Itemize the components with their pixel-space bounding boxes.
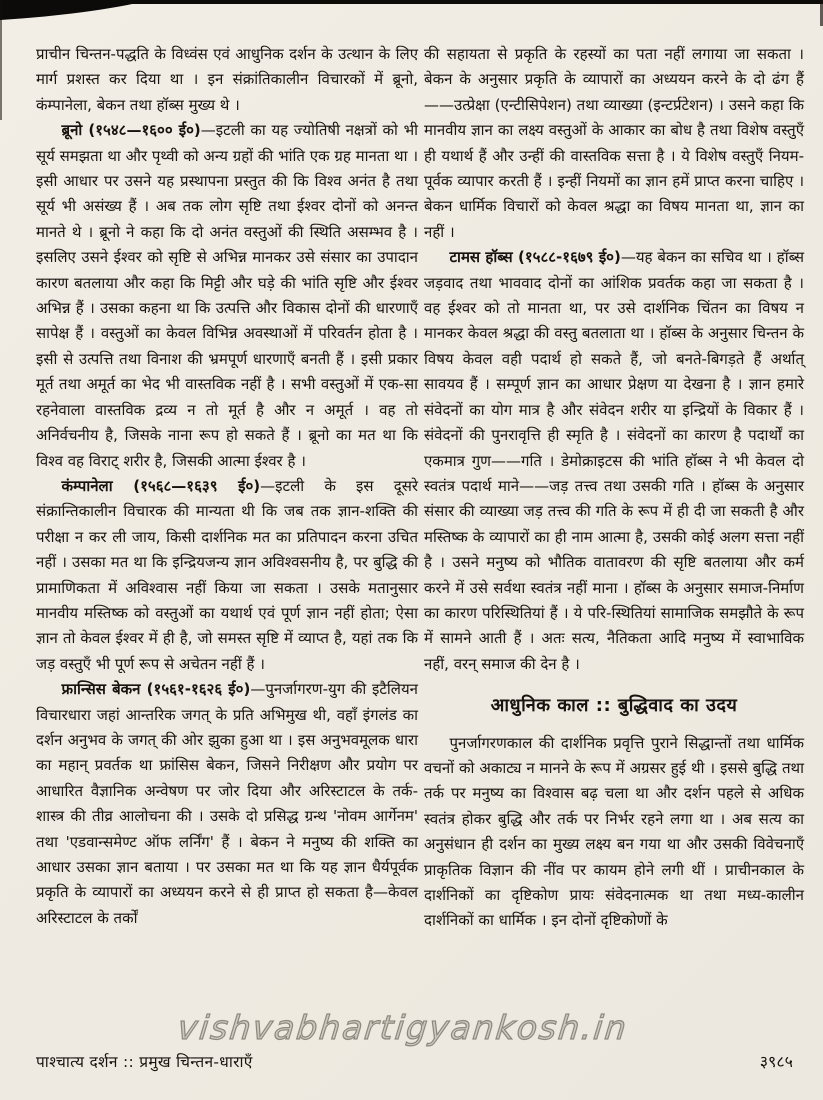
paragraph-lead-francis-bacon: फ्रान्सिस बेकन (१५६१-१६२६ ई०) <box>61 680 251 699</box>
paragraph-renaissance-philosophy <box>424 731 804 934</box>
paragraph-lead-campanella: कंम्पानेला (१५६८—१६३९ ई०) <box>61 476 261 495</box>
page-footer <box>36 1050 793 1072</box>
left-text-column <box>36 42 418 931</box>
right-text-column <box>424 42 804 934</box>
section-heading-modern-age-rationalism: आधुनिक काल :: बुद्धिवाद का उदय <box>490 695 738 717</box>
paragraph-campanella <box>36 474 418 677</box>
page-number: ३९८५ <box>759 1052 793 1071</box>
paragraph-text: की सहायता से प्रकृति के रहस्यों का पता नहीं लगाया जा सकता । बेकन के अनुसार प्रकृति के व्यापारों का अध्ययन करने के दो ढंग हैं——उत्प्रेक्षा (एन्टीसिपेशन) तथा व्याख्या (इन्टर्प्रटेशन) । उसने कहा कि मानवीय ज्ञान का लक्ष्य वस्तुओं के आकार का बोध है तथा विशेष वस्तुएँ ही यथार्थ हैं और उन्हीं की वास्तविक सत्ता है । ये विशेष वस्तुएँ नियम-पूर्वक व्यापार करती हैं । इन्हीं नियमों का ज्ञान हमें प्राप्त करना चाहिए । बेकन धार्मिक विचारों को केवल श्रद्धा का विषय मानता था, ज्ञान का नहीं । <box>424 45 804 241</box>
paragraph-bruno <box>36 118 418 474</box>
paragraph-text: —पुनर्जागरण-युग की इटैलियन विचारधारा जहां आन्तरिक जगत् के प्रति अभिमुख थी, वहाँ इंगलंड का दर्शन अनुभव के जगत् की ओर झुका हुआ था । इस अनुभवमूलक धारा का महान् प्रवर्तक था फ्रांसिस बेकन, जिसने निरीक्षण और प्रयोग पर आधारित वैज्ञानिक अन्वेषण पर जोर दिया और अरिस्टाटल के तर्क-शास्त्र की तीव्र आलोचना की । उसके दो प्रसिद्ध ग्रन्थ 'नोवम आर्गेनम' तथा 'एडवान्समेण्ट ऑफ लर्निंग' हैं । बेकन ने मनुष्य की शक्ति का आधार उसका ज्ञान बताया । पर उसका मत था कि यह ज्ञान धैर्यपूर्वक प्रकृति के व्यापारों का अध्ययन करने से ही प्राप्त हो सकता है—केवल अरिस्टाटल के तर्कों <box>36 680 418 927</box>
paragraph-lead-thomas-hobbes: टामस हॉब्स (१५८८-१६७९ ई०) <box>449 248 621 267</box>
paragraph-text: पुनर्जागरणकाल की दार्शनिक प्रवृत्ति पुराने सिद्धान्तों तथा धार्मिक वचनों को अकाट्य न मानने के रूप में अग्रसर हुई थी । इससे बुद्धि तथा तर्क पर मनुष्य का विश्वास बढ़ चला था और दर्शन पहले से अधिक स्वतंत्र होकर बुद्धि और तर्क पर निर्भर रहने लगा था । अब सत्य का अनुसंधान ही दर्शन का मुख्य लक्ष्य बन गया था और उसकी विवेचनाएँ प्राकृतिक विज्ञान की नींव पर कायम होने लगी थीं । प्राचीनकाल के दार्शनिकों का दृष्टिकोण प्रायः संवेदनात्मक था तथा मध्य-कालीन दार्शनिकों का धार्मिक । इन दोनों दृष्टिकोणों के <box>424 733 804 930</box>
paragraph-francis-bacon <box>36 677 418 931</box>
running-title: पाश्चात्य दर्शन :: प्रमुख चिन्तन-धाराएँ <box>36 1053 253 1071</box>
paragraph-text: —यह बेकन का सचिव था । हॉब्स जड़वाद तथा भाववाद दोनों का आंशिक प्रवर्तक कहा जा सकता है । वह ईश्वर को तो मानता था, पर उसे दार्शनिक चिंतन का विषय न मानकर केवल श्रद्धा की वस्तु बतलाता था । हॉब्स के अनुसार चिन्तन के विषय केवल वही पदार्थ हो सकते हैं, जो बनते-बिगड़ते हैं अर्थात् सावयव हैं । सम्पूर्ण ज्ञान का आधार प्रेक्षण या देखना है । ज्ञान हमारे संवेदनों का योग मात्र है और संवेदन शरीर या इन्द्रियों के विकार हैं । संवेदनों की पुनरावृत्ति ही स्मृति है । संवेदनों का कारण है पदार्थों का एकमात्र गुण——गति । डेमोक्राइटस की भांति हॉब्स ने भी केवल दो स्वतंत्र पदार्थ माने——जड़ तत्त्व तथा उसकी गति । हॉब्स के अनुसार संसार की व्याख्या जड़ तत्त्व की गति के रूप में ही दी जा सकती है और मस्तिष्क के व्यापारों का ही नाम आत्मा है, उसकी कोई अलग सत्ता नहीं है । उसने मनुष्य को भौतिक वातावरण की सृष्टि बतलाया और कर्म करने में उसे सर्वथा स्वतंत्र नहीं माना । हॉब्स के अनुसार समाज-निर्माण का कारण परिस्थितियां हैं । ये परि-स्थितियां सामाजिक समझौते के रूप में सामने आती हैं । अतः सत्य, नैतिकता आदि मनुष्य में स्वाभाविक नहीं, वरन् समाज की देन है । <box>424 248 804 673</box>
paragraph-thomas-hobbes <box>424 245 804 677</box>
scan-artifact-left-edge <box>0 0 2 120</box>
paragraph-text: प्राचीन चिन्तन-पद्धति के विध्वंस एवं आधुनिक दर्शन के उत्थान के लिए मार्ग प्रशस्त कर दिया था । इन संक्रांतिकालीन विचारकों में ब्रूनो, कंम्पानेला, बेकन तथा हॉब्स मुख्य थे । <box>36 45 418 114</box>
paragraph-text: —इटली का यह ज्योतिषी नक्षत्रों को भी सूर्य समझता था और पृथ्वी को अन्य ग्रहों की भांति एक ग्रह मानता था । इसी आधार पर उसने यह प्रस्थापना प्रस्तुत की कि विश्व अनंत है तथा सूर्य भी असंख्य हैं । अब तक लोग सृष्टि तथा ईश्वर दोनों को अनन्त मानते थे । ब्रूनो ने कहा कि दो अनंत वस्तुओं की स्थिति असम्भव है । इसलिए उसने ईश्वर को सृष्टि से अभिन्न मानकर उसे संसार का उपादान कारण बतलाया और कहा कि मिट्टी और घड़े की भांति सृष्टि और ईश्वर अभिन्न हैं । उसका कहना था कि उत्पत्ति और विकास दोनों की धारणाएँ सापेक्ष हैं । वस्तुओं का केवल विभिन्न अवस्थाओं में परिवर्तन होता है । इसी से उत्पत्ति तथा विनाश की भ्रमपूर्ण धारणाएँ बनती हैं । इसी प्रकार मूर्त तथा अमूर्त का भेद भी वास्तविक नहीं है । सभी वस्तुओं में एक-सा रहनेवाला वास्तविक द्रव्य न तो मूर्त है और न अमूर्त । वह तो अनिर्वचनीय है, जिसके नाना रूप हो सकते हैं । ब्रूनो का मत था कि विश्व वह विराट् शरीर है, जिसकी आत्मा ईश्वर है । <box>36 121 418 470</box>
paragraph-lead-bruno: ब्रूनो (१५४८—१६०० ई०) <box>61 121 201 140</box>
paragraph-continuation <box>424 42 804 245</box>
paragraph-continuation <box>36 42 418 118</box>
paragraph-text: —इटली के इस दूसरे संक्रान्तिकालीन विचारक की मान्यता थी कि जब तक ज्ञान-शक्ति की परीक्षा न कर ली जाय, किसी दार्शनिक मत का प्रतिपादन करना उचित नहीं । उसका मत था कि इन्द्रियजन्य ज्ञान अविश्वसनीय है, पर बुद्धि की प्रामाणिकता में अविश्वास नहीं किया जा सकता । उसके मतानुसार मानवीय मस्तिष्क को वस्तुओं का यथार्थ एवं पूर्ण ज्ञान नहीं होता; ऐसा ज्ञान तो केवल ईश्वर में ही है, जो समस्त सृष्टि में व्याप्त है, यहां तक कि जड़ वस्तुएँ भी पूर्ण रूप से अचेतन नहीं हैं । <box>36 476 418 673</box>
watermark-text: vishvabhartigyankosh.in <box>175 1008 630 1047</box>
